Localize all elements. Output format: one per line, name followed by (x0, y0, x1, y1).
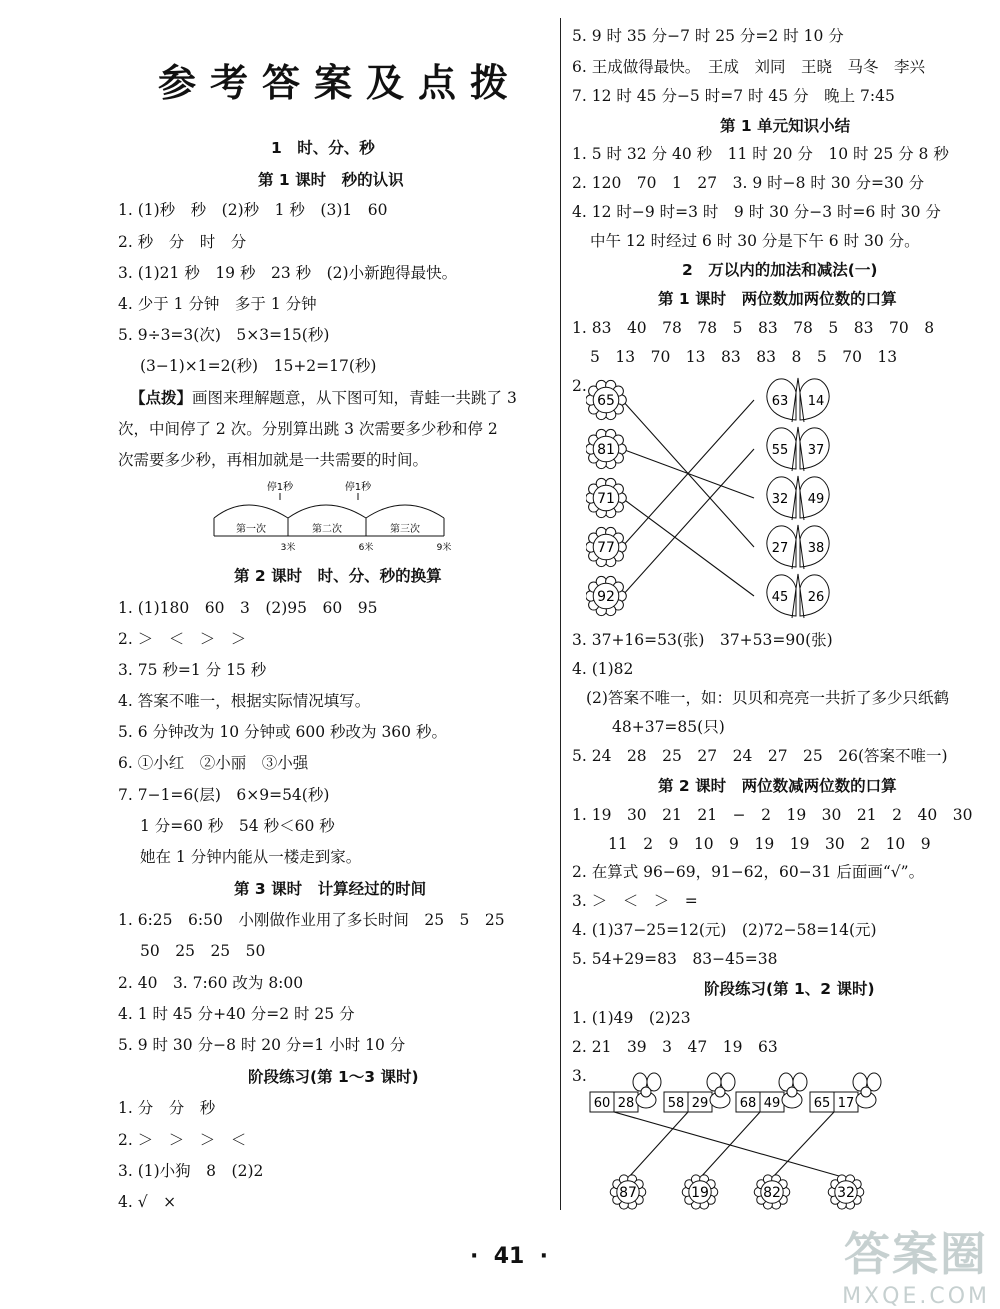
answer-line: 2. ＞ ＜ ＞ ＞ (118, 630, 247, 648)
lesson-heading: 第 2 课时 两位数减两位数的口算 (658, 777, 897, 795)
flower-circle (586, 380, 626, 419)
lesson-heading: 第 3 课时 计算经过的时间 (234, 880, 427, 898)
double-leaf (767, 525, 829, 569)
answer-line: 4. (1)37−25=12(元) (2)72−58=14(元) (572, 921, 877, 939)
answer-line: 2. 秒 分 时 分 (118, 233, 247, 251)
answer-line: 6. ①小红 ②小丽 ③小强 (118, 754, 309, 772)
answer-line: 4. 1 时 45 分+40 分=2 时 25 分 (118, 1005, 355, 1023)
double-leaf (767, 378, 829, 422)
svg-text:17: 17 (837, 1096, 855, 1111)
match-line (622, 449, 754, 596)
leaf-number: 38 (807, 541, 825, 556)
bee-icon (853, 1073, 881, 1108)
tip-label: 【点拨】 (130, 389, 193, 407)
tip-text: 次，中间停了 2 次。分别算出跳 3 次需要多少秒和停 2 (118, 420, 498, 438)
answer-line: 2. 120 70 1 27 3. 9 时−8 时 30 分=30 分 (572, 174, 925, 192)
answer-line: 1. 分 分 秒 (118, 1099, 216, 1117)
answer-line: 3. ＞ ＜ ＞ = (572, 892, 698, 910)
frog-jump-diagram (210, 478, 470, 558)
answer-line: 1. 6:25 6:50 小刚做作业用了多长时间 25 5 25 (118, 911, 505, 929)
svg-text:28: 28 (617, 1096, 635, 1111)
flower-number: 77 (597, 540, 615, 556)
leaf-number: 27 (771, 541, 789, 556)
answer-line: 4. √ × (118, 1193, 177, 1211)
flower-circle (754, 1175, 790, 1209)
match-line (622, 498, 754, 596)
answer-line: 4. (1)82 (572, 660, 634, 678)
answer-line: 5. 9 时 30 分−8 时 20 分=1 小时 10 分 (118, 1036, 406, 1054)
flower-number: 87 (619, 1185, 637, 1201)
svg-text:49: 49 (763, 1096, 781, 1111)
flower-leaf-matching (586, 376, 856, 634)
answer-line: 2. 21 39 3 47 19 63 (572, 1038, 778, 1056)
leaf-number: 26 (807, 590, 825, 605)
flower-number: 19 (691, 1185, 709, 1201)
distance-label: 9米 (436, 543, 452, 553)
answer-line: 2. ＞ ＞ ＞ ＜ (118, 1131, 247, 1149)
flower-circle (682, 1175, 718, 1209)
answer-line: 48+37=85(只) (612, 718, 725, 736)
answer-line: 2. 在算式 96−69，91−62，60−31 后面画“√”。 (572, 863, 925, 881)
bee-icon (707, 1073, 735, 1108)
answer-line: (3−1)×1=2(秒) 15+2=17(秒) (140, 357, 377, 375)
stage-heading: 阶段练习(第 1、2 课时) (704, 980, 875, 998)
number-box (810, 1092, 858, 1112)
watermark: 答案圈 MXQE.COM (842, 1227, 990, 1309)
segment-label: 第三次 (390, 524, 420, 535)
flower-number: 65 (597, 393, 615, 409)
answer-line: 1 分=60 秒 54 秒＜60 秒 (140, 817, 335, 835)
answer-line: 6. 王成做得最快。 王成 刘同 王晓 马冬 李兴 (572, 58, 925, 76)
flower-number: 82 (763, 1185, 781, 1201)
svg-text:65: 65 (813, 1096, 831, 1111)
unit-title: 2 万以内的加法和减法(一) (682, 261, 878, 279)
answer-line: 她在 1 分钟内能从一楼走到家。 (140, 848, 362, 866)
flower-circle (610, 1175, 646, 1209)
summary-heading: 第 1 单元知识小结 (720, 117, 851, 135)
leaf-number: 63 (771, 394, 789, 409)
answer-label: 2. (572, 377, 587, 395)
lesson-heading: 第 1 课时 两位数加两位数的口算 (658, 290, 897, 308)
flower-number: 71 (597, 491, 615, 507)
page-title: 参考答案及点拨 (158, 61, 523, 105)
answer-line: 1. 5 时 32 分 40 秒 11 时 20 分 10 时 25 分 8 秒 (572, 145, 949, 163)
svg-text:29: 29 (691, 1096, 709, 1111)
double-leaf (767, 476, 829, 520)
bee-icon (779, 1073, 807, 1108)
answer-line: 5. 6 分钟改为 10 分钟或 600 秒改为 360 秒。 (118, 723, 447, 741)
match-line (628, 1112, 688, 1178)
answer-line: 5. 9 时 35 分−7 时 25 分=2 时 10 分 (572, 27, 844, 45)
double-leaf (767, 427, 829, 471)
flower-circle (586, 527, 626, 566)
answer-line: 5 13 70 13 83 83 8 5 70 13 (590, 348, 898, 366)
leaf-number: 14 (807, 394, 825, 409)
answer-line: 50 25 25 50 (140, 942, 266, 960)
column-divider (560, 18, 561, 1210)
answer-line: 5. 24 28 25 27 24 27 25 26(答案不唯一) (572, 747, 948, 765)
stop-label: 停1秒 (344, 482, 372, 493)
match-line (772, 1112, 834, 1178)
flower-number: 81 (597, 442, 615, 458)
page-number: · 41 · (470, 1244, 548, 1269)
leaf-number: 49 (807, 492, 825, 507)
answer-line: 3. (1)小狗 8 (2)2 (118, 1162, 264, 1180)
answer-line: 5. 9÷3=3(次) 5×3=15(秒) (118, 326, 330, 344)
distance-label: 6米 (358, 543, 374, 553)
leaf-number: 32 (771, 492, 789, 507)
flower-circle (828, 1175, 864, 1209)
answer-line: 2. 40 3. 7:60 改为 8:00 (118, 974, 304, 992)
stop-label: 停1秒 (266, 482, 294, 493)
number-box (664, 1092, 712, 1112)
flower-circle (586, 576, 626, 615)
answer-line: (2)答案不唯一，如：贝贝和亮亮一共折了多少只纸鹤 (586, 689, 949, 707)
answer-line: 11 2 9 10 9 19 19 30 2 10 9 (608, 835, 931, 853)
svg-text:68: 68 (739, 1096, 757, 1111)
answer-line: 1. (1)180 60 3 (2)95 60 95 (118, 599, 378, 617)
number-box (736, 1092, 784, 1112)
box-flower-matching (580, 1066, 900, 1216)
flower-number: 92 (597, 589, 615, 605)
flower-circle (586, 429, 626, 468)
answer-line: 4. 少于 1 分钟 多于 1 分钟 (118, 295, 317, 313)
unit-title: 1 时、分、秒 (271, 139, 375, 157)
answer-line: 中午 12 时经过 6 时 30 分是下午 6 时 30 分。 (590, 232, 920, 250)
segment-label: 第二次 (312, 524, 342, 535)
tip-text: 次需要多少秒，再相加就是一共需要的时间。 (118, 451, 429, 469)
answer-line: 7. 7−1=6(层) 6×9=54(秒) (118, 786, 330, 804)
leaf-number: 45 (771, 590, 789, 605)
answer-line: 3. (1)21 秒 19 秒 23 秒 (2)小新跑得最快。 (118, 264, 458, 282)
lesson-heading: 第 2 课时 时、分、秒的换算 (234, 567, 442, 585)
flower-circle (586, 478, 626, 517)
answer-label: 3. (572, 1067, 587, 1085)
flower-number: 32 (837, 1185, 855, 1201)
stage-heading: 阶段练习(第 1～3 课时) (248, 1068, 419, 1086)
distance-label: 3米 (280, 543, 296, 553)
tip-text: 画图来理解题意，从下图可知，青蛙一共跳了 3 (192, 389, 517, 407)
lesson-heading: 第 1 课时 秒的认识 (258, 171, 404, 189)
number-box (590, 1092, 638, 1112)
answer-line: 4. 12 时−9 时=3 时 9 时 30 分−3 时=6 时 30 分 (572, 203, 941, 221)
bee-icon (633, 1073, 661, 1108)
answer-line: 7. 12 时 45 分−5 时=7 时 45 分 晚上 7:45 (572, 87, 895, 105)
answer-line: 5. 54+29=83 83−45=38 (572, 950, 778, 968)
answer-line: 1. 19 30 21 21 − 2 19 30 21 2 40 30 (572, 806, 973, 824)
svg-text:58: 58 (667, 1096, 685, 1111)
match-line (614, 1112, 846, 1178)
svg-text:60: 60 (593, 1096, 611, 1111)
answer-line: 3. 37+16=53(张) 37+53=90(张) (572, 631, 833, 649)
leaf-number: 55 (771, 443, 789, 458)
segment-label: 第一次 (236, 524, 266, 535)
answer-line: 1. (1)秒 秒 (2)秒 1 秒 (3)1 60 (118, 201, 388, 219)
double-leaf (767, 574, 829, 618)
answer-line: 3. 75 秒=1 分 15 秒 (118, 661, 267, 679)
answer-line: 1. 83 40 78 78 5 83 78 5 83 70 8 (572, 319, 935, 337)
answer-line: 1. (1)49 (2)23 (572, 1009, 691, 1027)
answer-line: 4. 答案不唯一，根据实际情况填写。 (118, 692, 371, 710)
leaf-number: 37 (807, 443, 825, 458)
